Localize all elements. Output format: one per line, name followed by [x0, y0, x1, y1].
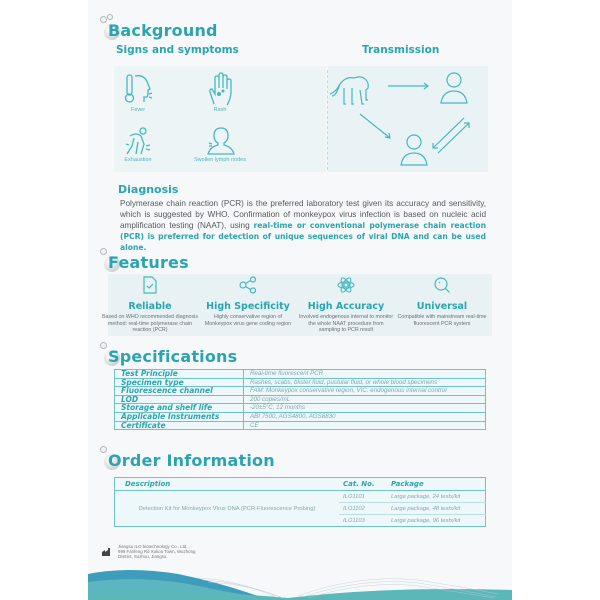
- decorative-wave: [88, 560, 512, 600]
- feature-title: High Specificity: [206, 301, 290, 312]
- share-nodes-icon: [239, 276, 257, 294]
- symptom-label: Exhaustion: [124, 157, 152, 163]
- spec-value: 200 copies/mL: [244, 395, 486, 404]
- spec-key: Storage and shelf life: [115, 404, 244, 413]
- spec-key: LOD: [115, 395, 244, 404]
- address-line: District, Suzhou, Jiangsu.: [118, 554, 168, 560]
- table-row: [115, 387, 486, 396]
- col-description: Description: [115, 478, 340, 491]
- table-row: [115, 421, 486, 430]
- symptom-label: Fever: [130, 107, 146, 113]
- spec-value: Real-time fluorescent PCR: [244, 370, 486, 379]
- col-cat-no: Cat. No.: [339, 478, 387, 491]
- section-title-order: Order Information: [108, 451, 275, 470]
- feature-high-accuracy: [298, 276, 394, 334]
- col-package: Package: [387, 478, 486, 491]
- section-title-specifications: Specifications: [108, 347, 238, 366]
- table-header-row: [115, 478, 486, 491]
- spec-key: Test Principle: [115, 370, 244, 379]
- factory-icon: [102, 548, 110, 556]
- spec-key: Certificate: [115, 421, 244, 430]
- specifications-table: [114, 369, 486, 430]
- symptom-label: Swollen lymph nodes: [194, 157, 246, 163]
- feature-desc: Compatible with mainstream real-time fluorescent PCR system: [397, 314, 487, 327]
- feature-universal: [394, 276, 490, 327]
- diagnosis-title: Diagnosis: [118, 183, 179, 196]
- transmission-diagram: [328, 66, 488, 172]
- table-row: [115, 412, 486, 421]
- bubble-decoration: [100, 16, 107, 23]
- spec-value: FAM: Monkeypox conservative region, VIC: endogenous internal control: [244, 387, 486, 396]
- diagnosis-paragraph: [120, 198, 486, 253]
- diagnosis-highlight: real-time or conventional polymerase chain reaction (PCR) is preferred for detection of unique sequences of viral DNA and can be used alone.: [120, 221, 486, 252]
- spec-key: Fluorescence channel: [115, 387, 244, 396]
- feature-title: Reliable: [128, 301, 172, 312]
- rash-hand-icon: [206, 72, 234, 106]
- person-icon: [441, 73, 467, 103]
- atom-icon: [337, 276, 355, 294]
- datasheet-page: [88, 0, 512, 600]
- checked-document-icon: [142, 276, 158, 294]
- spec-value: ABI 7500, AGS4800, AGS8830: [244, 412, 486, 421]
- bubble-decoration: [100, 446, 107, 453]
- exhaustion-icon: [124, 126, 152, 156]
- swollen-lymph-icon: [205, 126, 235, 156]
- feature-high-specificity: [200, 276, 296, 327]
- package: Large package, 24 tests/kit: [387, 491, 486, 503]
- feature-reliable: [102, 276, 198, 334]
- monkey-icon: [330, 77, 368, 104]
- table-row: [115, 491, 486, 503]
- magnifier-icon: [433, 276, 451, 294]
- signs-symptoms-title: Signs and symptoms: [116, 44, 239, 56]
- feature-title: High Accuracy: [307, 301, 385, 312]
- spec-key: Applicable Instruments: [115, 412, 244, 421]
- section-title-background: Background: [108, 21, 218, 40]
- transmission-title: Transmission: [362, 44, 440, 56]
- feature-desc: Involved endogenous internal to monitor the whole NAAT procedure from sampling to PCR result: [298, 314, 394, 334]
- symptom-swollen-lymph-nodes: [180, 126, 260, 163]
- person-icon: [401, 135, 427, 165]
- feature-desc: Highly conservative region of Monkeypox virus gene coding region: [204, 314, 292, 327]
- diagnosis-text: Polymerase chain reaction (PCR) is the preferred laboratory test given its accuracy and sensitivity, which is suggested by WHO. Confirmation of monkeypox virus infection is based on nucleic acid amplification testing (NAAT), using: [120, 199, 486, 230]
- address-line: Jiangsu ILO biotechnology Co., Ltd.: [118, 544, 188, 549]
- company-address: [118, 544, 195, 560]
- feature-desc: Based on WHO recommended diagnosis method: real-time polymerase chain reaction (PCR): [102, 314, 198, 334]
- section-title-features: Features: [108, 253, 189, 272]
- bubble-decoration: [100, 248, 107, 255]
- feature-title: Universal: [416, 301, 468, 312]
- address-line: 999 Fanfeng Rd Xukou Town, Wuzhong: [118, 549, 196, 555]
- symptom-rash: [200, 72, 240, 113]
- spec-key: Specimen type: [115, 378, 244, 387]
- bubble-decoration: [100, 342, 107, 349]
- spec-value: Rashes, scabs, blister fluid, pustular fluid, or whole blood specimens: [244, 378, 486, 387]
- symptom-label: Rash: [213, 107, 227, 113]
- cat-no: ILO1101: [339, 491, 387, 503]
- package: Large package, 48 tests/kit: [387, 503, 486, 515]
- package: Large package, 96 tests/kit: [391, 517, 461, 524]
- spec-value: CE: [244, 421, 486, 430]
- symptom-fever: [118, 72, 158, 113]
- order-table: [114, 477, 486, 527]
- bubble-decoration: [107, 14, 113, 20]
- spec-value: -20±5°C, 12 months: [244, 404, 486, 413]
- cat-no: ILO1102: [339, 503, 387, 515]
- table-row: [115, 370, 486, 379]
- cat-no: ILO1103: [343, 517, 365, 524]
- product-description: Detection Kit for Monkeypox Virus DNA (PCR-Fluorescence Probing): [138, 505, 316, 512]
- symptom-exhaustion: [118, 126, 158, 163]
- fever-icon: [123, 72, 153, 106]
